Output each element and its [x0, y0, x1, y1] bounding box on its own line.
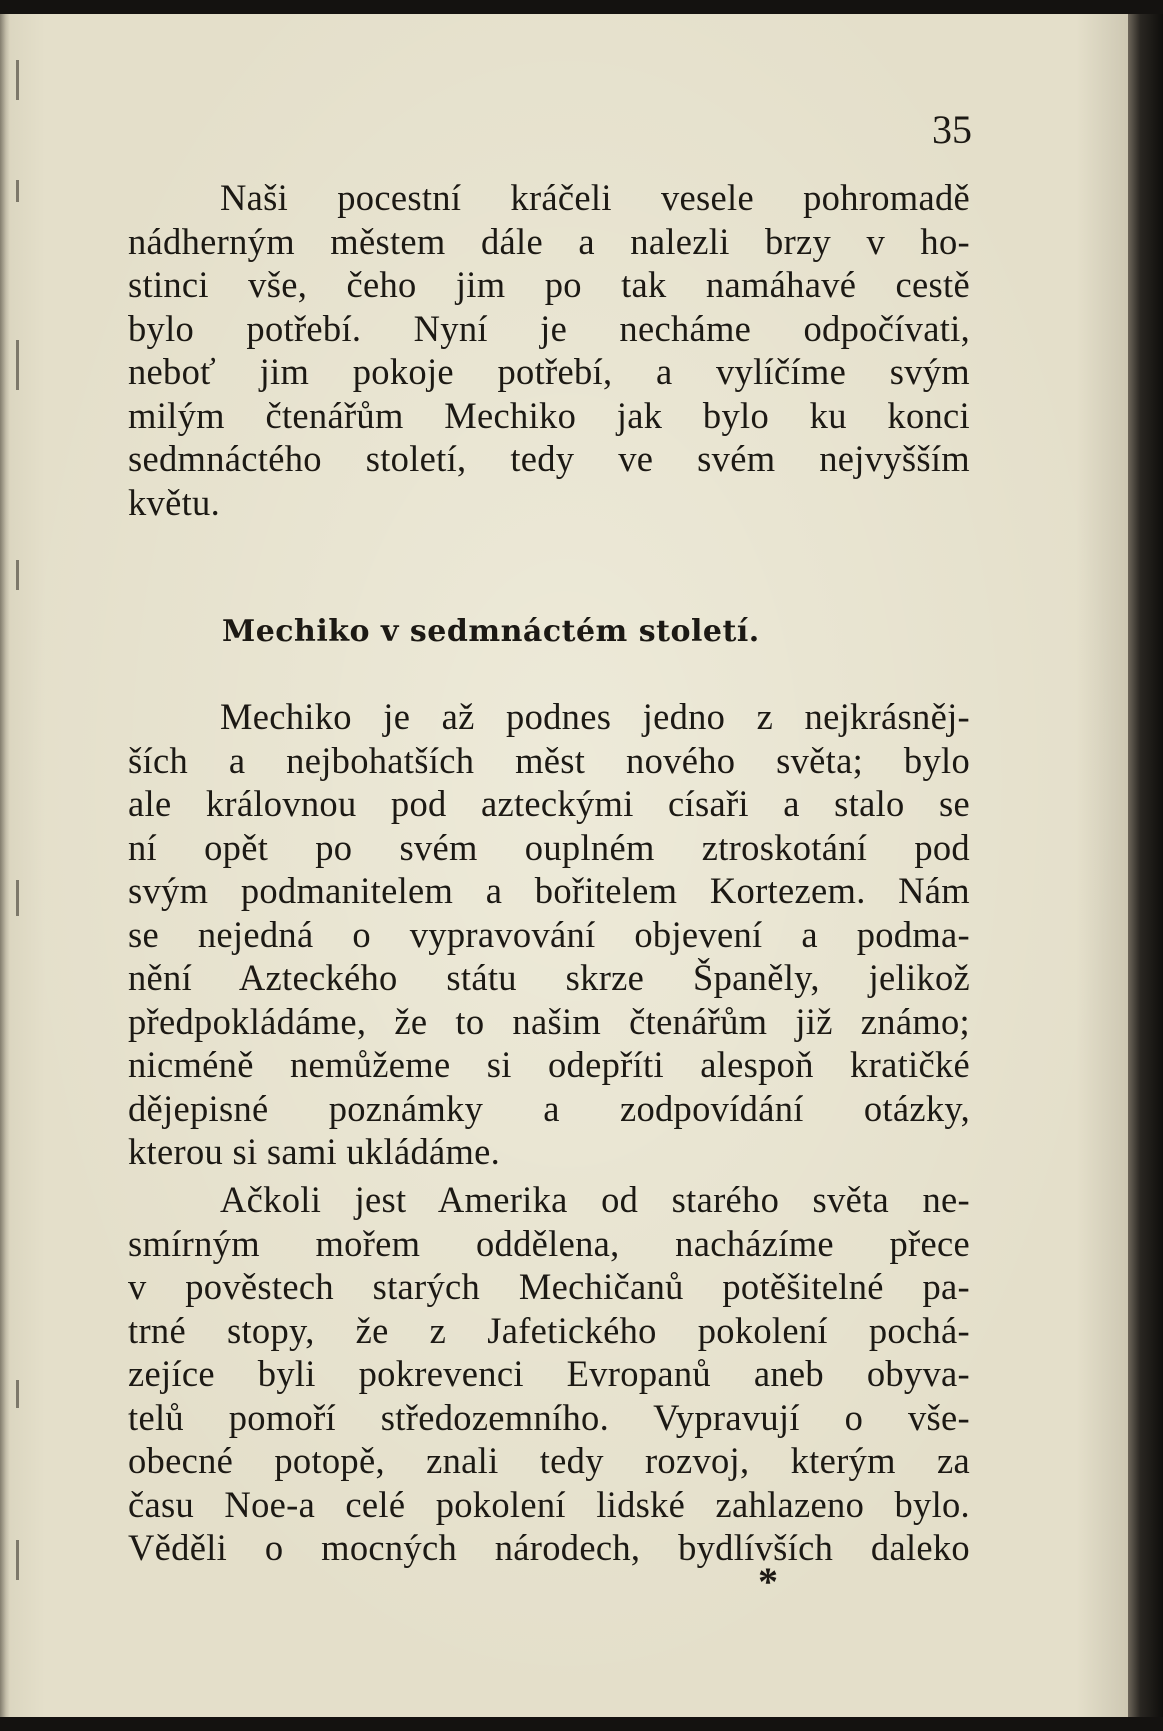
text-line: neboť jim pokoje potřebí, a vylíčíme svým	[128, 351, 970, 392]
binding-edge	[0, 14, 10, 1717]
text-line: trné stopy, že z Jafetického pokolení pochá-	[128, 1309, 970, 1351]
edge-mark	[16, 180, 19, 202]
text-line: telů pomoří středozemního. Vypravují o vše-	[128, 1396, 970, 1438]
page-edge-shadow	[1128, 14, 1163, 1717]
section-heading: Mechiko v sedmnáctém století.	[222, 614, 760, 649]
text-line: nění Azteckého státu skrze Španěly, jelikož	[128, 957, 970, 998]
text-line: kterou si sami ukládáme.	[128, 1131, 501, 1172]
text-line: květu.	[128, 481, 221, 523]
text-line: Mechiko je až podnes jedno z nejkrásněj-	[220, 696, 970, 737]
text-line: ní opět po svém ouplném ztroskotání pod	[128, 826, 970, 868]
text-line: obecné potopě, znali tedy rozvoj, kterým za	[128, 1440, 970, 1481]
text-line: v pověstech starých Mechičanů potěšitelné pa-	[128, 1266, 970, 1307]
text-line: nádherným městem dále a nalezli brzy v ho-	[128, 220, 970, 262]
text-line: sedmnáctého století, tedy ve svém nejvyšším	[128, 438, 970, 479]
paragraph-mechiko	[128, 695, 970, 1174]
paragraph-intro	[128, 176, 970, 524]
edge-mark	[16, 340, 19, 390]
page-number: 35	[932, 107, 972, 152]
text-line: bylo potřebí. Nyní je necháme odpočívati,	[128, 307, 970, 349]
signature-mark: *	[758, 1559, 778, 1604]
text-line: předpokládáme, že to našim čtenářům již známo;	[128, 1000, 970, 1042]
text-line: Naši pocestní kráčeli vesele pohromadě	[220, 177, 970, 218]
text-line: Věděli o mocných národech, bydlívších daleko	[128, 1527, 970, 1568]
text-line: Ačkoli jest Amerika od starého světa ne-	[220, 1179, 970, 1220]
edge-mark	[16, 880, 19, 916]
text-line: dějepisné poznámky a zodpovídání otázky,	[128, 1087, 970, 1129]
text-line: nicméně nemůžeme si odepříti alespoň kratičké	[128, 1044, 970, 1085]
text-line: milým čtenářům Mechiko jak bylo ku konci	[128, 394, 970, 436]
text-line: času Noe-a celé pokolení lidské zahlazeno bylo.	[128, 1483, 970, 1525]
text-line: ale královnou pod azteckými císaři a stalo se	[128, 783, 970, 824]
text-line: ších a nejbohatších měst nového světa; bylo	[128, 739, 970, 781]
paragraph-amerika	[128, 1178, 970, 1570]
edge-mark	[16, 1540, 19, 1580]
text-line: smírným mořem oddělena, nacházíme přece	[128, 1222, 970, 1264]
text-line: stinci vše, čeho jim po tak namáhavé cestě	[128, 264, 970, 305]
text-line: svým podmanitelem a bořitelem Kortezem. Nám	[128, 870, 970, 911]
edge-mark	[16, 1380, 19, 1408]
edge-mark	[16, 560, 19, 590]
text-line: se nejedná o vypravování objevení a podma-	[128, 913, 970, 955]
edge-mark	[16, 60, 19, 100]
text-line: zejíce byli pokrevenci Evropanů aneb obyva-	[128, 1353, 970, 1394]
